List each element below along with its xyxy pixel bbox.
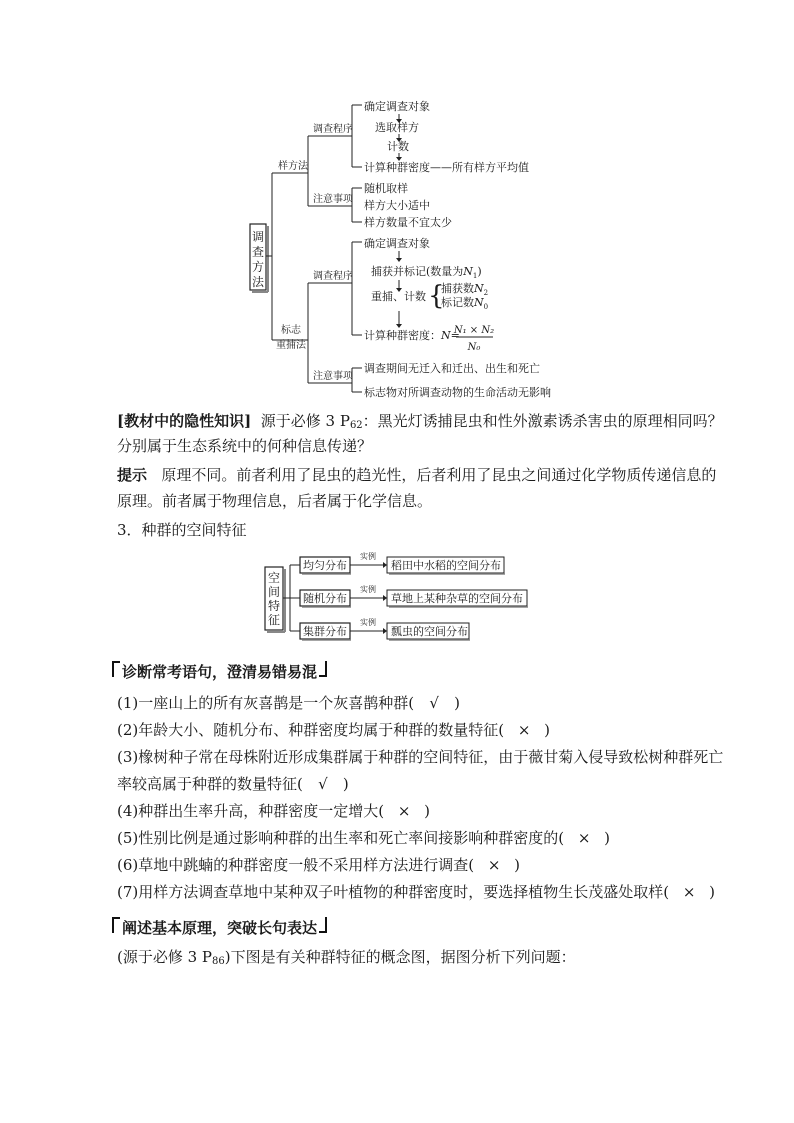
brace: { bbox=[428, 281, 445, 311]
sample-step-2: 选取样方 bbox=[375, 121, 419, 134]
sample-step-1: 确定调查对象 bbox=[364, 100, 430, 113]
diagnose-item-4: (4)种群出生率升高，种群密度一定增大( × ) bbox=[117, 802, 430, 820]
formula-numerator: N₁ × N₂ bbox=[453, 325, 495, 336]
section-3-title: 3．种群的空间特征 bbox=[117, 521, 247, 539]
hint-line-2: 原理。前者属于物理信息，后者属于化学信息。 bbox=[117, 492, 433, 510]
diagnose-item-7: (7)用样方法调查草地中某种双子叶植物的种群密度时，要选择植物生长茂盛处取样( × ) bbox=[117, 883, 715, 901]
spatial-type-2: 随机分布 bbox=[303, 592, 347, 605]
corner-bracket-left bbox=[112, 917, 120, 933]
hidden-knowledge-line-2: 分别属于生态系统中的何种信息传递？ bbox=[117, 437, 373, 455]
corner-bracket-left bbox=[112, 661, 120, 677]
brace-item-2: 标记数$N_0$ bbox=[441, 296, 489, 311]
spatial-type-1: 均匀分布 bbox=[303, 559, 347, 572]
formula-lhs: N= bbox=[441, 329, 460, 342]
root-char-3: 方 bbox=[251, 260, 265, 274]
spatial-type-3: 集群分布 bbox=[303, 625, 347, 638]
sample-note-3: 样方数量不宜太少 bbox=[364, 216, 452, 229]
spatial-root-char-3: 特 bbox=[267, 599, 281, 613]
hint-label: 提示 bbox=[117, 466, 148, 484]
root-char-2: 查 bbox=[251, 245, 265, 259]
corner-bracket-right bbox=[319, 661, 327, 677]
root-char-1: 调 bbox=[251, 230, 265, 244]
hidden-knowledge-line-1: [教材中的隐性知识] 源于必修 3 $P_{62}$：黑光灯诱捕昆虫和性外激素诱杀害虫的原理相同吗？ bbox=[117, 412, 723, 431]
sample-procedure-label: 调查程序 bbox=[313, 124, 353, 135]
mark-method-label-1: 标志 bbox=[281, 325, 301, 336]
spatial-example-1: 稻田中水稻的空间分布 bbox=[391, 559, 501, 572]
spatial-instance-label-3: 实例 bbox=[360, 618, 376, 627]
spatial-example-2: 草地上某种杂草的空间分布 bbox=[391, 592, 523, 605]
hidden-knowledge-tag: [教材中的隐性知识] bbox=[117, 412, 252, 430]
hint-line-1: 提示 原理不同。前者利用了昆虫的趋光性，后者利用了昆虫之间通过化学物质传递信息的 bbox=[117, 466, 717, 484]
formula-denominator: N₀ bbox=[467, 342, 481, 353]
mark-method-label-2: 重捕法 bbox=[276, 340, 306, 351]
mark-step-2: 捕获并标记(数量为$N_1$) bbox=[371, 265, 482, 280]
sample-method-label: 样方法 bbox=[278, 161, 308, 172]
sample-note-2: 样方大小适中 bbox=[364, 199, 430, 212]
spatial-example-3: 瓢虫的空间分布 bbox=[391, 625, 468, 638]
brace-item-1: 捕获数$N_2$ bbox=[441, 282, 489, 297]
explain-line: (源于必修 3 $P_{86}$)下图是有关种群特征的概念图，据图分析下列问题： bbox=[117, 948, 576, 967]
mark-step-3: 重捕、计数 bbox=[371, 290, 426, 303]
corner-bracket-right bbox=[319, 917, 327, 933]
mark-step-1: 确定调查对象 bbox=[364, 237, 430, 250]
sample-notes-label: 注意事项 bbox=[313, 194, 353, 205]
spatial-root-char-2: 间 bbox=[267, 585, 281, 599]
mark-notes-label: 注意事项 bbox=[313, 371, 353, 382]
explain-header: 阐述基本原理，突破长句表达 bbox=[112, 917, 327, 938]
spatial-instance-label-1: 实例 bbox=[360, 552, 376, 561]
spatial-feature-diagram bbox=[0, 550, 794, 650]
mark-step-4: 计算种群密度： bbox=[364, 329, 441, 342]
diagnose-item-3: (3)橡树种子常在母株附近形成集群属于种群的空间特征，由于薇甘菊入侵导致松树种群死亡 bbox=[117, 748, 724, 766]
diagnose-item-3-cont: 率较高属于种群的数量特征( √ ) bbox=[117, 775, 349, 793]
spatial-instance-label-2: 实例 bbox=[360, 585, 376, 594]
mark-note-2: 标志物对所调查动物的生命活动无影响 bbox=[364, 386, 551, 399]
diagnose-item-6: (6)草地中跳蝻的种群密度一般不采用样方法进行调查( × ) bbox=[117, 856, 520, 874]
diagnose-item-5: (5)性别比例是通过影响种群的出生率和死亡率间接影响种群密度的( × ) bbox=[117, 829, 610, 847]
sample-step-4: 计算种群密度——所有样方平均值 bbox=[364, 161, 529, 174]
spatial-root-char-4: 征 bbox=[267, 613, 281, 627]
spatial-root-char-1: 空 bbox=[267, 571, 281, 585]
root-char-4: 法 bbox=[251, 275, 265, 289]
survey-method-diagram bbox=[0, 0, 794, 410]
diagnose-item-1: (1)一座山上的所有灰喜鹊是一个灰喜鹊种群( √ ) bbox=[117, 694, 460, 712]
sample-step-3: 计数 bbox=[387, 140, 409, 153]
diagnose-item-2: (2)年龄大小、随机分布、种群密度均属于种群的数量特征( × ) bbox=[117, 721, 550, 739]
mark-note-1: 调查期间无迁入和迁出、出生和死亡 bbox=[364, 362, 540, 375]
mark-procedure-label: 调查程序 bbox=[313, 271, 353, 282]
diagnose-header: 诊断常考语句，澄清易错易混 bbox=[112, 661, 327, 682]
sample-note-1: 随机取样 bbox=[364, 182, 408, 195]
